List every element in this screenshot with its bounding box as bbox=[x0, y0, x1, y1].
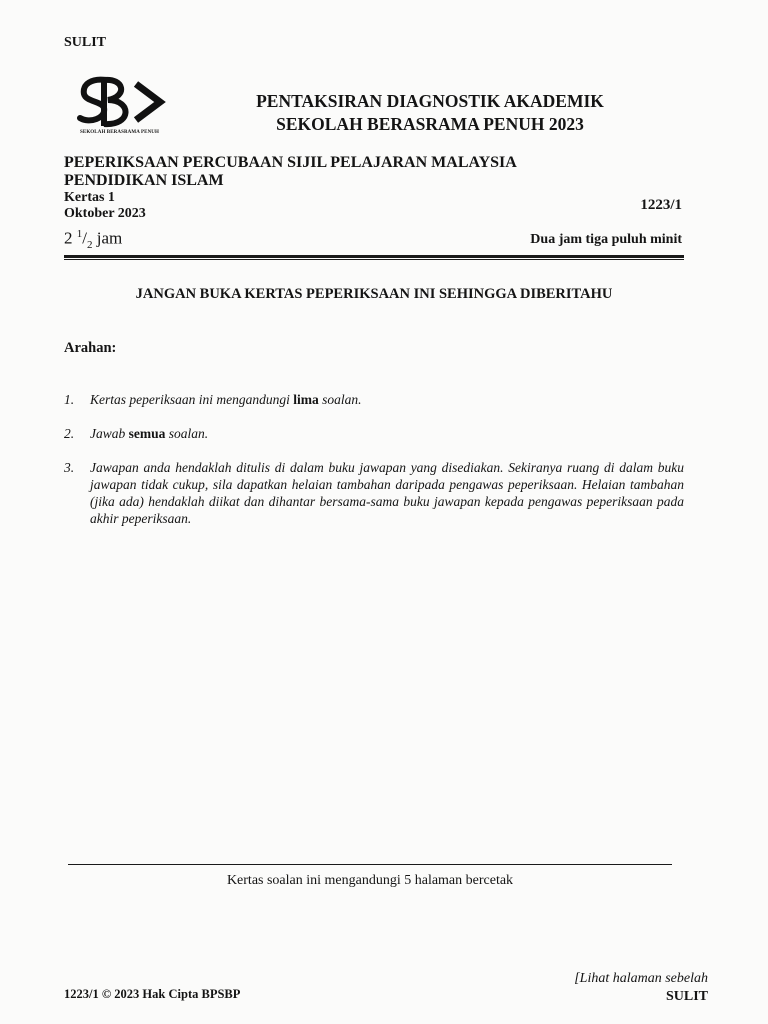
classification-top: SULIT bbox=[64, 35, 107, 50]
title-line-1: PENTAKSIRAN DIAGNOSTIK AKADEMIK bbox=[256, 91, 604, 111]
duration-text: Dua jam tiga puluh minit bbox=[530, 232, 682, 247]
classification-bottom: SULIT bbox=[665, 989, 708, 1004]
instruction-text: soalan. bbox=[318, 392, 362, 407]
instruction-text: soalan. bbox=[165, 426, 209, 441]
instructions-heading: Arahan: bbox=[64, 340, 117, 356]
logo-caption: SEKOLAH BERASRAMA PENUH bbox=[80, 130, 159, 135]
instruction-text: Kertas peperiksaan ini mengandungi bbox=[90, 392, 294, 407]
instruction-item bbox=[64, 391, 684, 408]
page-count-note: Kertas soalan ini mengandungi 5 halaman bercetak bbox=[226, 873, 514, 888]
instruction-item bbox=[64, 425, 684, 442]
warning-notice: JANGAN BUKA KERTAS PEPERIKSAAN INI SEHINGGA DIBERITAHU bbox=[135, 286, 613, 302]
exam-duration: 2 $^1/_2$ jam bbox=[64, 228, 123, 252]
exam-name: PEPERIKSAAN PERCUBAAN SIJIL PELAJARAN MALAYSIA bbox=[64, 154, 517, 171]
header-divider-thin bbox=[64, 259, 684, 260]
duration-numerator: 1 bbox=[76, 228, 83, 240]
instruction-emphasis: semua bbox=[128, 426, 166, 441]
sbp-logo bbox=[76, 74, 176, 144]
duration-denominator: 2 bbox=[86, 239, 93, 252]
exam-paper: Kertas 1 bbox=[64, 190, 115, 205]
exam-subject: PENDIDIKAN ISLAM bbox=[64, 172, 224, 189]
instruction-number: 2. bbox=[64, 426, 75, 441]
assessment-title bbox=[200, 90, 660, 136]
instruction-emphasis: lima bbox=[293, 392, 319, 407]
footer-divider bbox=[68, 864, 672, 865]
sbp-logo-icon bbox=[76, 74, 176, 130]
exam-heading bbox=[64, 154, 517, 190]
duration-whole: 2 bbox=[64, 228, 73, 248]
instruction-number: 3. bbox=[64, 460, 75, 475]
exam-code: 1223/1 bbox=[640, 197, 682, 213]
copyright-notice: 1223/1 © 2023 Hak Cipta BPSBP bbox=[64, 987, 241, 1001]
instruction-number: 1. bbox=[64, 392, 75, 407]
exam-date: Oktober 2023 bbox=[64, 206, 146, 221]
duration-unit: jam bbox=[96, 228, 123, 248]
next-page-note: [Lihat halaman sebelah bbox=[574, 971, 708, 986]
header-divider bbox=[64, 255, 684, 258]
instruction-text: Jawab bbox=[90, 426, 129, 441]
title-line-2: SEKOLAH BERASRAMA PENUH 2023 bbox=[276, 114, 584, 134]
instruction-item bbox=[64, 459, 684, 527]
instruction-text: Jawapan anda hendaklah ditulis di dalam buku jawapan yang disediakan. Sekiranya ruang di dalam buku jawapan tidak cukup, sila dapatkan helaian tambahan daripada pengawas peperiksaan. Helaian tambahan (jika ada) hendaklah diikat dan dihantar bersama-sama buku jawapan kepada pengawas peperiksaan pada akhir peperiksaan. bbox=[90, 460, 684, 526]
